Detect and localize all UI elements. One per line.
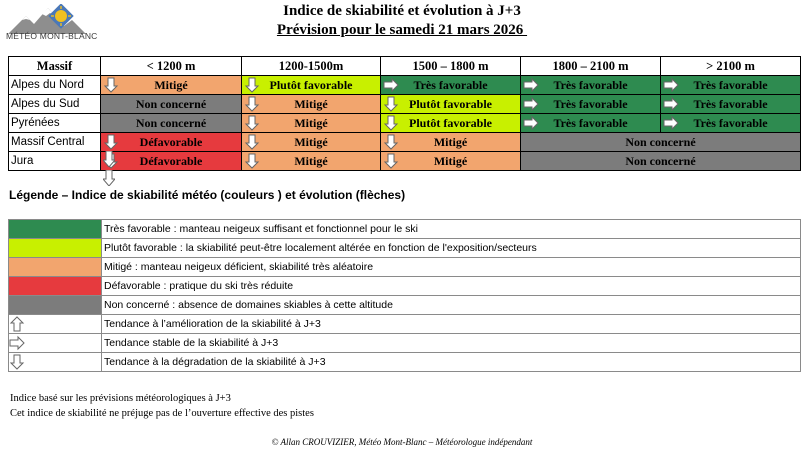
skiability-cell [242, 76, 381, 95]
right-arrow-icon [9, 335, 25, 351]
down-arrow-icon [383, 153, 399, 169]
skiability-cell [101, 152, 242, 171]
skiability-cell [521, 76, 661, 95]
skiability-cell [101, 95, 242, 114]
skiability-cell [661, 95, 801, 114]
down-arrow-icon [9, 354, 25, 370]
note-forecast-basis: Indice basé sur les prévisions météorologiques à J+3 [10, 393, 231, 404]
skiability-label: Mitigé [294, 115, 328, 130]
legend-text: Non concerné : absence de domaines skiables à cette altitude [102, 296, 801, 315]
legend-text: Très favorable : manteau neigeux suffisant et fonctionnel pour le ski [102, 220, 801, 239]
skiability-cell [242, 152, 381, 171]
column-header: 1800 – 2100 m [521, 57, 661, 76]
subtitle-text: Prévision pour le samedi 21 mars 2026 [276, 22, 528, 38]
column-header: 1200-1500m [242, 57, 381, 76]
skiability-label: Très favorable [413, 77, 488, 92]
right-arrow-icon [523, 96, 539, 112]
skiability-cell [521, 133, 801, 152]
skiability-label: Mitigé [294, 96, 328, 111]
skiability-cell [661, 114, 801, 133]
skiability-label: Non concerné [135, 96, 207, 111]
legend-color-swatch [9, 258, 102, 277]
down-arrow-icon [383, 96, 399, 112]
right-arrow-icon [663, 77, 679, 93]
table-header-row [9, 57, 801, 76]
page-subtitle [0, 22, 804, 39]
down-arrow-icon [103, 170, 115, 186]
skiability-label: Défavorable [139, 153, 203, 168]
massif-name: Massif Central [9, 133, 101, 152]
legend-text: Mitigé : manteau neigeux déficient, skiabilité très aléatoire [102, 258, 801, 277]
skiability-label: Mitigé [433, 134, 468, 149]
skiability-label: Mitigé [294, 134, 328, 149]
skiability-label: Très favorable [693, 115, 768, 130]
right-arrow-icon [523, 115, 539, 131]
down-arrow-icon [244, 153, 260, 169]
skiability-cell [661, 76, 801, 95]
legend-row [9, 239, 801, 258]
skiability-cell [101, 76, 242, 95]
table-row [9, 114, 801, 133]
skiability-label: Mitigé [154, 77, 188, 92]
column-header: > 2100 m [661, 57, 801, 76]
credit-line: © Allan CROUVIZIER, Météo Mont-Blanc – Météorologue indépendant [271, 437, 533, 447]
down-arrow-icon [103, 134, 119, 150]
skiability-label: Mitigé [294, 153, 328, 168]
table-row [9, 152, 801, 171]
massif-name: Pyrénées [9, 114, 101, 133]
skiability-label: Plutôt favorable [269, 77, 353, 92]
massif-name: Alpes du Sud [9, 95, 101, 114]
legend-row [9, 296, 801, 315]
note-disclaimer: Cet indice de skiabilité ne préjuge pas de l’ouverture effective des pistes [10, 408, 314, 419]
table-row [9, 95, 801, 114]
legend-arrow-swatch [9, 315, 102, 334]
right-arrow-icon [663, 115, 679, 131]
right-arrow-icon [663, 96, 679, 112]
legend-text: Tendance à l’amélioration de la skiabilité à J+3 [102, 315, 801, 334]
skiability-label: Très favorable [553, 115, 628, 130]
skiability-cell [381, 114, 521, 133]
skiability-cell [521, 95, 661, 114]
down-arrow-icon [244, 134, 260, 150]
legend-text: Défavorable : pratique du ski très réduite [102, 277, 801, 296]
skiability-label: Non concerné [625, 153, 696, 168]
skiability-cell [381, 95, 521, 114]
legend-arrow-swatch [9, 353, 102, 372]
skiability-cell [381, 152, 521, 171]
skiability-cell [101, 114, 242, 133]
table-row [9, 76, 801, 95]
right-arrow-icon [383, 77, 399, 93]
down-arrow-icon [383, 134, 399, 150]
skiability-cell [242, 114, 381, 133]
column-header: 1500 – 1800 m [381, 57, 521, 76]
legend-arrow-swatch [9, 334, 102, 353]
skiability-label: Très favorable [693, 96, 768, 111]
skiability-label: Non concerné [135, 115, 207, 130]
skiability-label: Mitigé [433, 153, 468, 168]
legend-color-swatch [9, 277, 102, 296]
column-header: < 1200 m [101, 57, 242, 76]
legend-row [9, 315, 801, 334]
right-arrow-icon [523, 77, 539, 93]
legend-color-swatch [9, 220, 102, 239]
skiability-label: Défavorable [139, 134, 203, 149]
legend-row [9, 277, 801, 296]
skiability-label: Très favorable [553, 96, 628, 111]
down-arrow-icon [383, 115, 399, 131]
legend-row [9, 334, 801, 353]
legend-row [9, 353, 801, 372]
skiability-cell [521, 152, 801, 171]
skiability-cell [242, 133, 381, 152]
legend-row [9, 220, 801, 239]
legend-text: Tendance à la dégradation de la skiabilité à J+3 [102, 353, 801, 372]
down-arrow-icon [244, 115, 260, 131]
skiability-table [8, 56, 801, 171]
down-arrow-icon [244, 96, 260, 112]
skiability-cell [381, 133, 521, 152]
skiability-label: Très favorable [553, 77, 628, 92]
legend-title: Légende – Indice de skiabilité météo (couleurs ) et évolution (flèches) [9, 188, 406, 202]
skiability-label: Plutôt favorable [409, 115, 492, 130]
skiability-cell [521, 114, 661, 133]
legend-row [9, 258, 801, 277]
skiability-label: Non concerné [625, 134, 696, 149]
massif-name: Alpes du Nord [9, 76, 101, 95]
skiability-label: Très favorable [693, 77, 768, 92]
legend-color-swatch [9, 296, 102, 315]
legend-text: Plutôt favorable : la skiabilité peut-être localement altérée en fonction de l'exposition/secteurs [102, 239, 801, 258]
skiability-cell [101, 133, 242, 152]
up-arrow-icon [9, 316, 25, 332]
legend-text: Tendance stable de la skiabilité à J+3 [102, 334, 801, 353]
logo-text: MÉTÉO MONT-BLANC [6, 31, 98, 41]
skiability-cell [381, 76, 521, 95]
skiability-cell [242, 95, 381, 114]
table-row [9, 133, 801, 152]
skiability-label: Plutôt favorable [409, 96, 492, 111]
down-arrow-icon [103, 77, 119, 93]
column-header: Massif [9, 57, 101, 76]
down-arrow-icon [244, 77, 260, 93]
legend-color-swatch [9, 239, 102, 258]
massif-name: Jura [9, 152, 101, 171]
down-arrow-icon [103, 151, 115, 167]
page-title: Indice de skiabilité et évolution à J+3 [283, 3, 521, 19]
legend-table [8, 219, 801, 372]
